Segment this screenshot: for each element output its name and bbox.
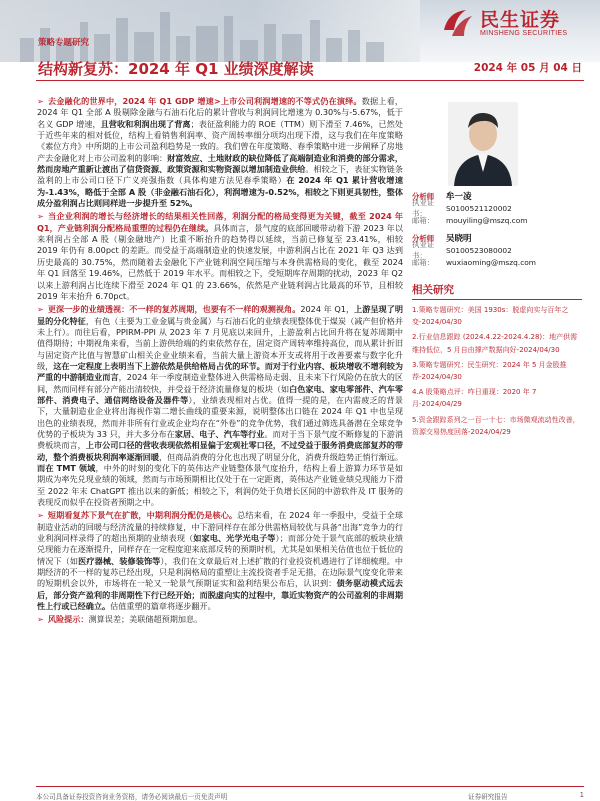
report-title: 结构新复苏：2024 年 Q1 业绩深度解读 — [38, 60, 314, 78]
analyst-role: 分析师 — [412, 233, 435, 243]
footer-disclaimer: 本公司具备证券投资咨询业务资格，请务必阅读最后一页免责声明 — [36, 793, 228, 801]
logo-cn: 民生证券 — [480, 8, 561, 31]
body-paragraph — [37, 510, 403, 612]
related-item[interactable]: 5.资金跟踪系列之一百一十七：市场微观流动性改善，资源交易热度回落-2024/04/29 — [412, 415, 580, 436]
bold-text: 在 2024 年 Q1 累计营收增速为-1.43%，略低于全部 A 股（非金融石油石化），利润增速为-0.52%，相较之下则更具韧性，整体成分盈利润占比则同样进一步提升至 52%。 — [37, 175, 403, 209]
report-body — [37, 96, 403, 628]
body-text: ），业绩表现相对占优。值得一提的是，在内需疲乏的背景下，大量制造业企业将出海视作第二增长曲线的重要来源，说明整体出口链在 2024 年 Q1 中也呈现出色的业绩表现，然而并非所有行业或企业均存在“外卷”的竞争优势，我们通过筛选具备潜在全球竞争优势的子板块为 33 只，并大多分布在 — [37, 394, 403, 439]
sidebar — [412, 96, 582, 441]
body-text: 。而对于当下景气度不断修复的下游消费板块而言， — [37, 428, 403, 451]
logo-en: MINSHENG SECURITIES — [480, 29, 568, 37]
body-text: 。相较之下，表征实物链条盈利的上市公司口径下广义亮强指数（具体构建方法见春季策略） — [37, 164, 403, 186]
body-text: ，中外的时刻的变化下的英伟达产业链整体景气度抬升，结构上看上游算力环节是如期成为率先兑现业绩的领域，然而与市场预期相比仅处于在一定距离，英伟达产业链业绩兑现能力下滑至 2022 年末 ChatGPT 推出以来的新低；相较之下，利润仍处于负增长区间的中游软件及 IT 服务的表现反而似乎在投资者预期之中。 — [37, 463, 403, 508]
body-paragraph — [37, 211, 403, 302]
related-item[interactable]: 2.行业信息跟踪 (2024.4.22-2024.4.28)：地产供需维持低位，5 月自由撑产数据向好-2024/04/30 — [412, 333, 578, 354]
footer-type: 证券研究报告 — [468, 793, 508, 801]
analyst-field-label: 执业证书： — [412, 198, 435, 218]
bold-text: 财富效应、土地财政的缺位降低了高端制造业和消费的部分需求，然而房地产重新让渡出了信贷资源、政策资源和实物资源以增加制造业供给 — [37, 152, 403, 175]
highlight-text: 当企业利润的增长与经济增长的结果相关性回落，利润分配的格局变得更为关键，截至 2024 年 Q1，产业链利润分配格局重塑的过程仍在继续。 — [37, 211, 403, 233]
body-text: ，但商品消费的分化也出现了明显分化，消费升级趋势正悄行渐远。 — [159, 451, 403, 462]
bold-text: 白色家电、家电零部件、汽车零部件、消费电子、通信网络设备及器件等 — [37, 383, 403, 405]
highlight-text: 短期看复苏下景气在扩散，中期利润分配仍是核心。 — [47, 510, 238, 521]
header-banner — [0, 0, 600, 62]
page-number: 1 — [579, 791, 584, 799]
bullet-arrow-icon: ➢ — [37, 614, 44, 625]
analyst-role: 分析师 — [412, 191, 435, 201]
report-tag: 策略专题研究 — [38, 38, 90, 48]
related-title: 相关研究 — [412, 282, 582, 300]
related-item[interactable]: 3.策略专题研究：民生研究：2024 年 5 月金股推荐-2024/04/30 — [412, 360, 567, 382]
highlight-text: 更深一步的业绩透视：不一样的复苏周期，也要有不一样的观测视角。 — [47, 304, 301, 315]
body-text: ），我们在文章最后对上述扩散的行业投资机遇进行了详细梳理。中期经济的不一样的复苏已经出现，只是利润格局的重塑让主流投资者手足无措，在边际景气度变化带来的短期机会以外，市场将在一轮又一轮景气预期证实和盈利结果公布后，认识到： — [37, 555, 403, 589]
city-skyline-image — [0, 0, 420, 62]
body-text: 具体而言，景气度的底部回暖带动着下游 2023 年以来利润占全部 A 股（剔金融地产）比重不断抬升的趋势得以延续，当前已修复至 23.41%，相较 2019 年仍有 8.00pct 的差距。而受益于高端制造业的快速发展，中游利润占比在 2021 年 Q3 达到历史最高的 30.75%，然而随着去金融化下产业链利润空间压缩与本身供需格局的变化，截至 2024 年 Q1 回落至 19.46%，已然低于 2019 年水平。而相较之下，受短期库存周期的扰动，2023 年 Q2 以来上游利润占比连续下滑至 2024 年 Q1 的 23.66%，依然是产业链利润占比最高的环节，且相较 2019 年末抬升 6.70pct。 — [37, 222, 403, 301]
bullet-arrow-icon: ➢ — [37, 304, 44, 315]
analyst-field-value[interactable]: mouyiling@mszq.com — [446, 215, 528, 225]
body-text: ，有色（主要为工业金属与贵金属）与石油石化的业绩表现整体优于煤炭（减产但价格并未上行）。而往后看，PPIRM-PPI 从 2023 年 7 月见底以来回升，上游盈利占比回升将在复苏周期中值得期待；中期视角来看，当前上游供给端的约束依然存在，固定资产周转率维持高位，而从累计折旧与固定资产比值与智慧矿山相关企业业绩来看，当前大量上游资本开支或将用于改善要素与数字化升级， — [37, 315, 403, 371]
bold-text: 这在一定程度上表明当下上游依然是供给格局占优的环节。而对于行业内容、板块增收不增利较为严重的中游制造业而言 — [37, 360, 403, 383]
body-text: ；表征盈利能力的 ROE（TTM）则下滑至 7.46%，已然处于近些年来的相对低位，结构上看销售利润率、资产周转率细分项均出现下滑，这与我们在年度策略《素位方舟》中所期的上市公司盈利趋势是一致的。我们曾在年度策略、春季策略中进一步阐释了房地产去金融化对上市公司盈利的影响： — [37, 118, 403, 163]
bold-text: 债务驱动模式远去后，部分资产盈利的非周期性下行已经开始；而脱虚向实的过程中，靠近实物资产的公司盈利的非周期性上行或已经确立。 — [37, 578, 403, 612]
related-item[interactable]: 4.A 股策略点评：咋日重现：2020 年 7 月-2024/04/29 — [412, 388, 537, 409]
bold-text: 且营收和利润出现了背离 — [100, 118, 191, 129]
bold-text: 家居、电子、汽车等行业 — [174, 428, 265, 439]
bold-text: 而在 TMT 领域 — [37, 463, 96, 473]
analyst-name: 牟一凌 — [446, 192, 472, 202]
highlight-text: 去金融化的世界中，2024 年 Q1 GDP 增速>上市公司利润增速的不等式仍在演绎。 — [47, 96, 362, 106]
analyst-field-value: S0100523080002 — [446, 245, 512, 255]
bullet-arrow-icon: ➢ — [37, 211, 44, 222]
body-paragraph — [37, 614, 403, 625]
logo-mark-icon — [440, 6, 474, 40]
body-text: 估值重塑的篇章将逐步翻开。 — [110, 601, 216, 612]
analyst-field-value: S0100521120002 — [446, 203, 512, 213]
bullet-arrow-icon: ➢ — [37, 510, 44, 521]
body-paragraph — [37, 304, 403, 508]
analyst-name: 吴晓明 — [446, 234, 472, 244]
title-rule — [36, 80, 584, 81]
body-text: 2024 年 Q1， — [300, 304, 355, 315]
related-list — [412, 304, 582, 438]
analyst-photo — [448, 102, 518, 186]
analyst-field-label: 邮箱： — [412, 257, 435, 267]
body-text: 总结来看，在 2024 年一季报中，受益于全球制造业活动的回暖与经济流量的持续修复，中下游同样存在部分供需格局较优与具备“出海”竞争力的行业利润同样录得了的超出预期的业绩表现（ — [37, 510, 403, 544]
bold-text: 医疗器械、装修装饰等 — [78, 555, 161, 566]
bold-text: 上市公司口径的营收表现依然相显偏于宏观社零口径，不过受益于服务消费底部复苏的带动，整个消费板块利润率逐渐回暖 — [37, 440, 403, 462]
footer — [36, 786, 584, 801]
report-date: 2024 年 05 月 04 日 — [473, 62, 582, 74]
highlight-text: 风险提示： — [47, 614, 89, 625]
analyst-field-label: 执业证书： — [412, 240, 435, 260]
body-text: 测算误差；美联储超预期加息。 — [88, 614, 203, 625]
body-paragraph — [37, 96, 403, 209]
analyst-field-label: 邮箱： — [412, 215, 435, 225]
analyst-field-value[interactable]: wuxiaoming@mszq.com — [446, 257, 536, 267]
related-item[interactable]: 1.策略专题研究：美国 1930s：脱虚向实与百年之变-2024/04/30 — [412, 306, 569, 327]
bold-text: 上游呈现了明显的分化特征 — [37, 304, 403, 326]
body-text: ）；而部分处于景气底部的板块业绩兑现能力在逐渐提升，同样存在一定程度迎来底部反转的预期时机，尤其是如果相关估值也位于低位的情况下（如 — [37, 533, 403, 566]
bold-text: 如家电、光学光电子等 — [193, 533, 276, 544]
body-text: ，2024 年一季度制造业整体进入供需格局走弱、且未来下行风险仍在放大的区间，然而同样有部分产能出清较快，并受益于经济流量修复的板块（如 — [37, 372, 403, 394]
body-text: 数据上看，2024 年 Q1 全部 A 股剔除金融与石油石化后的累计营收与利润同比增速为 0.30%与-5.67%，低于名义 GDP 增速， — [37, 96, 403, 129]
brand-logo — [440, 5, 590, 41]
bullet-arrow-icon: ➢ — [37, 96, 44, 106]
